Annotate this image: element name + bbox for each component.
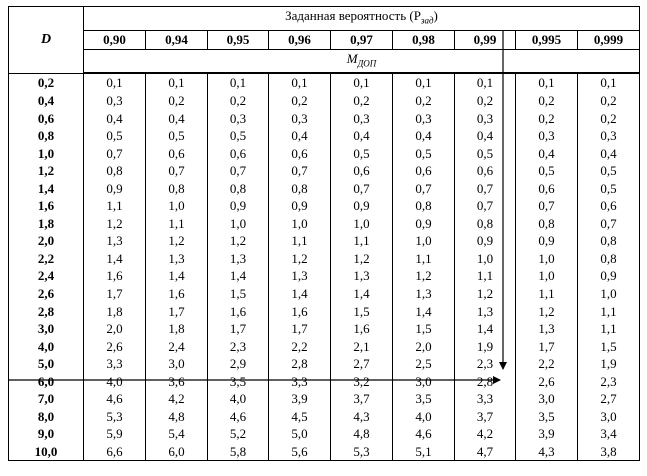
mdop-value-cell: 0,7	[331, 179, 393, 197]
mdop-value-cell: 0,4	[84, 109, 146, 127]
mdop-value-cell: 0,3	[269, 109, 331, 127]
mdop-value-cell: 0,8	[146, 179, 208, 197]
mdop-value-cell: 1,4	[146, 267, 208, 285]
mdop-value-cell: 0,2	[516, 92, 578, 110]
mdop-header: $M_{ДОП}$	[84, 49, 640, 73]
mdop-value-cell: 5,2	[208, 425, 269, 443]
d-value-cell: 0,2	[9, 73, 84, 92]
mdop-value-cell: 4,0	[393, 408, 455, 426]
mdop-value-cell: 0,8	[578, 232, 640, 250]
mdop-value-cell: 0,7	[516, 197, 578, 215]
mdop-value-cell: 1,4	[455, 320, 516, 338]
mdop-value-cell: 0,4	[393, 127, 455, 145]
mdop-value-cell: 0,9	[393, 215, 455, 233]
d-value-cell: 4,0	[9, 337, 84, 355]
mdop-value-cell: 5,3	[84, 408, 146, 426]
mdop-value-cell: 1,6	[84, 267, 146, 285]
mdop-value-cell: 2,0	[84, 320, 146, 338]
probability-header-cell: 0,97	[331, 30, 393, 49]
table-row	[9, 92, 640, 110]
mdop-value-cell: 1,7	[146, 302, 208, 320]
d-value-cell: 1,4	[9, 179, 84, 197]
mdop-value-cell: 1,1	[578, 320, 640, 338]
mdop-value-cell: 1,3	[208, 250, 269, 268]
mdop-value-cell: 4,2	[455, 425, 516, 443]
mdop-value-cell: 2,1	[331, 337, 393, 355]
mdop-value-cell: 2,8	[455, 372, 516, 390]
mdop-value-cell: 1,3	[455, 302, 516, 320]
mdop-value-cell: 1,4	[84, 250, 146, 268]
mdop-value-cell: 1,4	[208, 267, 269, 285]
table-row	[9, 337, 640, 355]
table-row	[9, 320, 640, 338]
mdop-value-cell: 0,5	[578, 179, 640, 197]
mdop-value-cell: 0,7	[455, 179, 516, 197]
mdop-value-cell: 1,2	[84, 215, 146, 233]
mdop-value-cell: 0,6	[146, 144, 208, 162]
mdop-value-cell: 0,9	[516, 232, 578, 250]
mdop-value-cell: 4,7	[455, 443, 516, 461]
mdop-value-cell: 4,6	[208, 408, 269, 426]
table-row	[9, 162, 640, 180]
mdop-value-cell: 0,8	[208, 179, 269, 197]
table-row	[9, 425, 640, 443]
table-row	[9, 443, 640, 461]
mdop-value-cell: 1,5	[393, 320, 455, 338]
d-column-header: D	[9, 7, 84, 74]
mdop-value-cell: 3,3	[269, 372, 331, 390]
mdop-value-cell: 0,4	[331, 127, 393, 145]
mdop-value-cell: 1,6	[146, 285, 208, 303]
mdop-value-cell: 0,1	[208, 73, 269, 92]
mdop-value-cell: 1,4	[393, 302, 455, 320]
mdop-value-cell: 0,3	[516, 127, 578, 145]
table-row	[9, 267, 640, 285]
mdop-value-cell: 2,2	[269, 337, 331, 355]
mdop-value-cell: 0,3	[84, 92, 146, 110]
mdop-value-cell: 0,8	[516, 215, 578, 233]
mdop-value-cell: 0,1	[146, 73, 208, 92]
mdop-value-cell: 0,6	[269, 144, 331, 162]
mdop-value-cell: 0,9	[208, 197, 269, 215]
d-value-cell: 0,8	[9, 127, 84, 145]
mdop-value-cell: 1,0	[578, 285, 640, 303]
d-value-cell: 0,6	[9, 109, 84, 127]
mdop-value-cell: 0,3	[578, 127, 640, 145]
mdop-value-cell: 4,0	[84, 372, 146, 390]
mdop-value-cell: 0,1	[393, 73, 455, 92]
mdop-value-cell: 0,6	[516, 179, 578, 197]
mdop-value-cell: 2,7	[578, 390, 640, 408]
mdop-value-cell: 1,3	[84, 232, 146, 250]
mdop-value-cell: 0,8	[84, 162, 146, 180]
mdop-value-cell: 1,8	[146, 320, 208, 338]
mdop-value-cell: 1,2	[146, 232, 208, 250]
mdop-value-cell: 0,5	[455, 144, 516, 162]
table-row	[9, 372, 640, 390]
mdop-value-cell: 0,7	[393, 179, 455, 197]
mdop-value-cell: 0,3	[331, 109, 393, 127]
mdop-value-cell: 1,2	[393, 267, 455, 285]
mdop-value-cell: 3,8	[578, 443, 640, 461]
table-row	[9, 250, 640, 268]
mdop-value-cell: 4,2	[146, 390, 208, 408]
mdop-value-cell: 3,7	[455, 408, 516, 426]
mdop-value-cell: 0,5	[84, 127, 146, 145]
mdop-value-cell: 1,1	[331, 232, 393, 250]
probability-header-cell: 0,95	[208, 30, 269, 49]
mdop-value-cell: 1,0	[393, 232, 455, 250]
mdop-value-cell: 0,2	[578, 92, 640, 110]
mdop-value-cell: 2,4	[146, 337, 208, 355]
mdop-value-cell: 0,5	[208, 127, 269, 145]
mdop-value-cell: 0,7	[146, 162, 208, 180]
mdop-value-cell: 5,6	[269, 443, 331, 461]
mdop-value-cell: 0,2	[393, 92, 455, 110]
d-value-cell: 2,0	[9, 232, 84, 250]
table-row	[9, 390, 640, 408]
mdop-value-cell: 0,6	[331, 162, 393, 180]
mdop-value-cell: 0,5	[516, 162, 578, 180]
mdop-value-cell: 1,7	[516, 337, 578, 355]
mdop-value-cell: 0,7	[455, 197, 516, 215]
mdop-value-cell: 3,4	[578, 425, 640, 443]
mdop-value-cell: 0,6	[578, 197, 640, 215]
d-value-cell: 2,8	[9, 302, 84, 320]
mdop-value-cell: 0,2	[516, 109, 578, 127]
mdop-value-cell: 1,1	[84, 197, 146, 215]
probability-header-cell: 0,96	[269, 30, 331, 49]
mdop-value-cell: 1,6	[331, 320, 393, 338]
d-value-cell: 1,0	[9, 144, 84, 162]
mdop-value-cell: 1,1	[455, 267, 516, 285]
d-value-cell: 3,0	[9, 320, 84, 338]
mdop-value-cell: 2,2	[516, 355, 578, 373]
mdop-value-cell: 1,3	[269, 267, 331, 285]
table-body	[9, 73, 640, 461]
mdop-value-cell: 0,2	[269, 92, 331, 110]
mdop-value-cell: 6,6	[84, 443, 146, 461]
probability-header-cell: 0,995	[516, 30, 578, 49]
mdop-value-cell: 0,6	[455, 162, 516, 180]
mdop-value-cell: 1,0	[208, 215, 269, 233]
table-row	[9, 179, 640, 197]
mdop-value-cell: 0,5	[331, 144, 393, 162]
d-value-cell: 1,2	[9, 162, 84, 180]
d-value-cell: 0,4	[9, 92, 84, 110]
mdop-value-cell: 3,3	[84, 355, 146, 373]
probability-header-cell: 0,94	[146, 30, 208, 49]
mdop-value-cell: 2,9	[208, 355, 269, 373]
mdop-value-cell: 1,7	[269, 320, 331, 338]
d-value-cell: 2,6	[9, 285, 84, 303]
d-value-cell: 9,0	[9, 425, 84, 443]
d-value-cell: 1,8	[9, 215, 84, 233]
mdop-value-cell: 0,4	[455, 127, 516, 145]
mdop-value-cell: 3,3	[455, 390, 516, 408]
table-row	[9, 73, 640, 92]
mdop-value-cell: 0,4	[578, 144, 640, 162]
mdop-value-cell: 0,1	[331, 73, 393, 92]
d-value-cell: 8,0	[9, 408, 84, 426]
mdop-value-cell: 1,3	[331, 267, 393, 285]
mdop-value-cell: 0,2	[146, 92, 208, 110]
mdop-value-cell: 1,8	[84, 302, 146, 320]
mdop-value-cell: 6,0	[146, 443, 208, 461]
table-row	[9, 127, 640, 145]
mdop-value-cell: 0,9	[578, 267, 640, 285]
mdop-value-cell: 0,5	[393, 144, 455, 162]
mdop-value-cell: 1,5	[578, 337, 640, 355]
d-value-cell: 7,0	[9, 390, 84, 408]
mdop-value-cell: 0,1	[269, 73, 331, 92]
mdop-value-cell: 0,1	[578, 73, 640, 92]
mdop-value-cell: 0,9	[84, 179, 146, 197]
mdop-value-cell: 0,2	[208, 92, 269, 110]
mdop-value-cell: 3,2	[331, 372, 393, 390]
probability-header-cell: 0,99	[455, 30, 516, 49]
table-row	[9, 408, 640, 426]
mdop-value-cell: 1,1	[146, 215, 208, 233]
mdop-value-cell: 1,2	[208, 232, 269, 250]
d-value-cell: 5,0	[9, 355, 84, 373]
mdop-value-cell: 1,2	[516, 302, 578, 320]
mdop-value-cell: 2,0	[393, 337, 455, 355]
mdop-value-cell: 1,5	[331, 302, 393, 320]
mdop-value-cell: 3,0	[578, 408, 640, 426]
mdop-value-cell: 0,7	[269, 162, 331, 180]
mdop-value-cell: 5,8	[208, 443, 269, 461]
mdop-value-cell: 0,5	[146, 127, 208, 145]
mdop-value-cell: 0,1	[455, 73, 516, 92]
mdop-value-cell: 2,7	[331, 355, 393, 373]
mdop-value-cell: 1,0	[516, 250, 578, 268]
table-row	[9, 302, 640, 320]
mdop-value-cell: 0,4	[146, 109, 208, 127]
mdop-value-cell: 4,0	[208, 390, 269, 408]
mdop-value-cell: 3,0	[516, 390, 578, 408]
mdop-value-cell: 0,9	[331, 197, 393, 215]
mdop-value-cell: 4,3	[516, 443, 578, 461]
mdop-value-cell: 0,4	[516, 144, 578, 162]
mdop-value-cell: 1,0	[516, 267, 578, 285]
mdop-value-cell: 4,8	[331, 425, 393, 443]
mdop-value-cell: 3,5	[208, 372, 269, 390]
mdop-value-cell: 5,1	[393, 443, 455, 461]
mdop-value-cell: 3,0	[393, 372, 455, 390]
probability-header-cell: 0,999	[578, 30, 640, 49]
probability-header-cell: 0,98	[393, 30, 455, 49]
mdop-value-cell: 0,1	[84, 73, 146, 92]
table-row	[9, 285, 640, 303]
mdop-value-cell: 0,7	[84, 144, 146, 162]
mdop-value-cell: 0,3	[393, 109, 455, 127]
mdop-value-cell: 1,7	[84, 285, 146, 303]
mdop-value-cell: 1,3	[393, 285, 455, 303]
mdop-value-cell: 1,9	[578, 355, 640, 373]
mdop-value-cell: 4,5	[269, 408, 331, 426]
mdop-value-cell: 2,6	[516, 372, 578, 390]
mdop-value-cell: 0,8	[269, 179, 331, 197]
mdop-value-cell: 0,7	[578, 215, 640, 233]
mdop-value-cell: 4,8	[146, 408, 208, 426]
mdop-value-cell: 1,5	[208, 285, 269, 303]
mdop-value-cell: 0,8	[578, 250, 640, 268]
mdop-value-cell: 1,0	[146, 197, 208, 215]
mdop-value-cell: 0,6	[393, 162, 455, 180]
mdop-value-cell: 1,9	[455, 337, 516, 355]
probability-table	[8, 6, 640, 461]
mdop-value-cell: 1,7	[208, 320, 269, 338]
mdop-value-cell: 0,8	[455, 215, 516, 233]
mdop-value-cell: 0,5	[578, 162, 640, 180]
mdop-value-cell: 2,3	[455, 355, 516, 373]
d-value-cell: 6,0	[9, 372, 84, 390]
mdop-value-cell: 0,7	[208, 162, 269, 180]
mdop-value-cell: 1,6	[208, 302, 269, 320]
mdop-value-cell: 1,4	[331, 285, 393, 303]
d-value-cell: 2,2	[9, 250, 84, 268]
mdop-value-cell: 1,4	[269, 285, 331, 303]
mdop-value-cell: 1,1	[578, 302, 640, 320]
mdop-value-cell: 1,0	[269, 215, 331, 233]
mdop-value-cell: 0,3	[208, 109, 269, 127]
mdop-value-cell: 4,3	[331, 408, 393, 426]
mdop-value-cell: 1,1	[393, 250, 455, 268]
mdop-value-cell: 3,5	[393, 390, 455, 408]
mdop-value-cell: 5,3	[331, 443, 393, 461]
mdop-value-cell: 1,6	[269, 302, 331, 320]
probability-header-row	[9, 30, 640, 49]
table-row	[9, 197, 640, 215]
table-row	[9, 109, 640, 127]
mdop-value-cell: 3,9	[516, 425, 578, 443]
mdop-value-cell: 0,9	[455, 232, 516, 250]
table-row	[9, 355, 640, 373]
mdop-value-cell: 1,0	[455, 250, 516, 268]
mdop-value-cell: 4,6	[84, 390, 146, 408]
mdop-value-cell: 5,0	[269, 425, 331, 443]
mdop-value-cell: 1,1	[516, 285, 578, 303]
table-row	[9, 215, 640, 233]
mdop-value-cell: 5,4	[146, 425, 208, 443]
mdop-value-cell: 1,0	[331, 215, 393, 233]
mdop-value-cell: 0,1	[516, 73, 578, 92]
table-row	[9, 232, 640, 250]
mdop-value-cell: 2,6	[84, 337, 146, 355]
mdop-value-cell: 3,5	[516, 408, 578, 426]
mdop-value-cell: 1,3	[146, 250, 208, 268]
table-row	[9, 144, 640, 162]
mdop-value-cell: 0,3	[455, 109, 516, 127]
mdop-value-cell: 1,2	[455, 285, 516, 303]
mdop-value-cell: 2,3	[208, 337, 269, 355]
mdop-value-cell: 0,4	[269, 127, 331, 145]
probability-group-header: Заданная вероятность $(P_{зад})$	[84, 7, 640, 31]
mdop-value-cell: 3,0	[146, 355, 208, 373]
mdop-value-cell: 4,6	[393, 425, 455, 443]
probability-header-cell: 0,90	[84, 30, 146, 49]
mdop-value-cell: 0,2	[578, 109, 640, 127]
mdop-value-cell: 1,2	[331, 250, 393, 268]
mdop-value-cell: 0,9	[269, 197, 331, 215]
mdop-value-cell: 3,9	[269, 390, 331, 408]
mdop-value-cell: 0,2	[331, 92, 393, 110]
d-value-cell: 2,4	[9, 267, 84, 285]
mdop-value-cell: 1,2	[269, 250, 331, 268]
d-value-cell: 10,0	[9, 443, 84, 461]
mdop-value-cell: 0,2	[455, 92, 516, 110]
mdop-value-cell: 2,3	[578, 372, 640, 390]
mdop-value-cell: 1,1	[269, 232, 331, 250]
d-value-cell: 1,6	[9, 197, 84, 215]
mdop-value-cell: 3,7	[331, 390, 393, 408]
mdop-value-cell: 2,5	[393, 355, 455, 373]
mdop-value-cell: 3,6	[146, 372, 208, 390]
mdop-value-cell: 0,8	[393, 197, 455, 215]
mdop-value-cell: 1,3	[516, 320, 578, 338]
mdop-value-cell: 2,8	[269, 355, 331, 373]
mdop-value-cell: 0,6	[208, 144, 269, 162]
mdop-value-cell: 5,9	[84, 425, 146, 443]
